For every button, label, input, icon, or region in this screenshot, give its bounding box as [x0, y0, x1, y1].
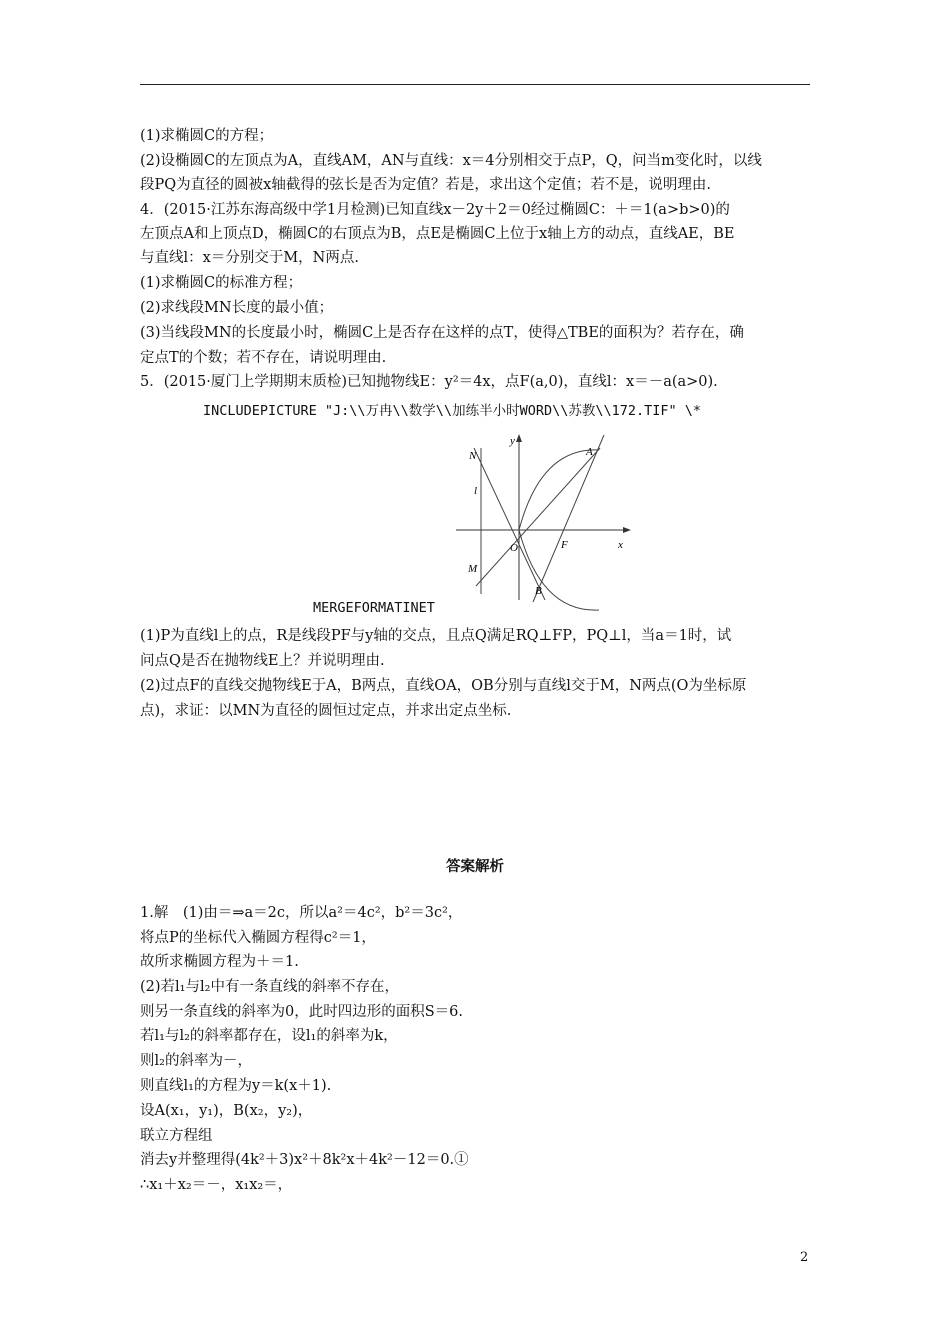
text-line: 左顶点A和上顶点D，椭圆C的右顶点为B，点E是椭圆C上位于x轴上方的动点，直线AE，BE	[140, 226, 735, 242]
figure-label-x: x	[618, 539, 623, 551]
answer-line: 将点P的坐标代入椭圆方程得c²＝1，	[140, 930, 376, 946]
parabola-figure	[450, 430, 640, 620]
answer-heading: 答案解析	[446, 859, 504, 875]
text-line: (2)过点F的直线交抛物线E于A，B两点，直线OA，OB分别与直线l交于M，N两点(O为坐标原	[140, 678, 747, 694]
text-line: (1)求椭圆C的方程；	[140, 128, 274, 144]
answer-line: (2)若l₁与l₂中有一条直线的斜率不存在，	[140, 979, 399, 995]
figure-label-m: M	[468, 563, 478, 575]
text-line: 问点Q是否在抛物线E上？并说明理由.	[140, 653, 385, 669]
text-line: 点)，求证：以MN为直径的圆恒过定点，并求出定点坐标.	[140, 703, 512, 719]
figure-label-l: l	[474, 485, 478, 497]
figure-label-o: O	[510, 542, 518, 554]
include-picture-field: INCLUDEPICTURE "J:\\万冉\\数学\\加练半小时WORD\\苏教\\172.TIF" \*	[203, 403, 701, 419]
text-line: 4．(2015·江苏东海高级中学1月检测)已知直线x－2y＋2＝0经过椭圆C：＋＝1(a>b>0)的	[140, 202, 730, 218]
answer-line: 若l₁与l₂的斜率都存在，设l₁的斜率为k，	[140, 1028, 398, 1044]
figure-label-f: F	[561, 539, 568, 551]
text-line: (2)求线段MN长度的最小值；	[140, 300, 334, 316]
answer-line: 则另一条直线的斜率为0，此时四边形的面积S＝6.	[140, 1004, 463, 1020]
answer-line: 联立方程组	[140, 1128, 213, 1144]
figure-label-b: B	[535, 585, 542, 597]
text-line: (2)设椭圆C的左顶点为A，直线AM，AN与直线：x＝4分别相交于点P，Q，问当m变化时，以线	[140, 153, 762, 169]
merge-format-field: MERGEFORMATINET	[313, 600, 435, 616]
text-line: 5．(2015·厦门上学期期末质检)已知抛物线E：y²＝4x，点F(a,0)，直线l：x＝－a(a>0).	[140, 374, 718, 390]
answer-line: 则直线l₁的方程为y＝k(x＋1).	[140, 1078, 332, 1094]
answer-line: 1.解 (1)由＝⇒a＝2c，所以a²＝4c²，b²＝3c²，	[140, 905, 463, 921]
answer-line: 故所求椭圆方程为＋＝1.	[140, 954, 299, 970]
page-number: 2	[800, 1250, 809, 1265]
text-line: (1)P为直线l上的点，R是线段PF与y轴的交点，且点Q满足RQ⊥FP，PQ⊥l，当a＝1时，试	[140, 628, 732, 644]
text-line: 定点T的个数；若不存在，请说明理由.	[140, 350, 387, 366]
answer-line: ∴x₁＋x₂＝－，x₁x₂＝，	[140, 1177, 293, 1193]
answer-line: 则l₂的斜率为－，	[140, 1053, 252, 1069]
answer-line: 设A(x₁，y₁)，B(x₂，y₂)，	[140, 1103, 313, 1119]
text-line: (3)当线段MN的长度最小时，椭圆C上是否存在这样的点T，使得△TBE的面积为？若存在，确	[140, 325, 744, 341]
text-line: 与直线l：x＝分别交于M，N两点.	[140, 250, 359, 266]
figure-label-n: N	[469, 450, 477, 462]
text-line: (1)求椭圆C的标准方程；	[140, 275, 303, 291]
figure-label-y: y	[510, 435, 515, 447]
answer-line: 消去y并整理得(4k²＋3)x²＋8k²x＋4k²－12＝0.①	[140, 1152, 469, 1168]
figure-label-a: A	[586, 446, 593, 458]
header-rule	[140, 84, 810, 85]
text-line: 段PQ为直径的圆被x轴截得的弦长是否为定值？若是，求出这个定值；若不是，说明理由.	[140, 177, 711, 193]
